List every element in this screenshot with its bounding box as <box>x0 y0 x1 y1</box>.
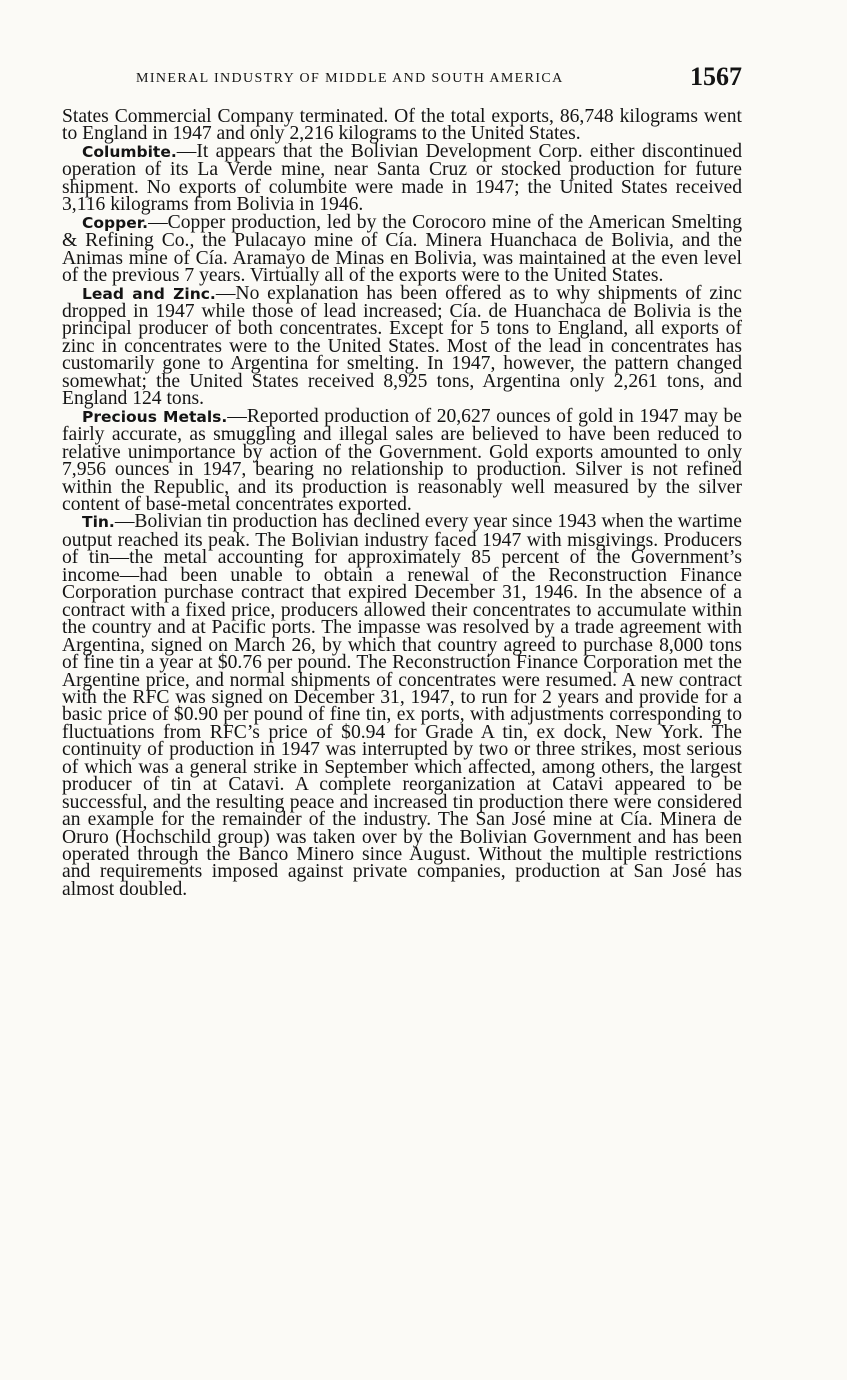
paragraph-lead-zinc <box>62 282 742 410</box>
page-number: 1567 <box>690 62 742 91</box>
paragraph-copper <box>62 211 742 287</box>
paragraph-text: —Copper production, led by the Corocoro mine of the American Smelting & Refining Co., the Pulacayo mine of Cía. Minera Huanchaca de Bolivia, and the Animas mine of Cía. Aramayo de Minas en Bolivia, was maintained at the even level of the previous 7 years. Virtually all of the exports were to the United States. <box>62 211 742 287</box>
paragraph-text: —It appears that the Bolivian Development Corp. either discontinued operation of its La Verde mine, near Santa Cruz or stocked production for future shipment. No exports of columbite were made in 1947; the United States received 3,116 kilograms from Bolivia in 1946. <box>62 140 742 216</box>
section-lead-precious-metals: Precious Metals. <box>82 407 228 426</box>
section-lead-copper: Copper. <box>82 213 149 232</box>
paragraph-intro <box>62 108 742 143</box>
paragraph-text: States Commercial Company terminated. Of the total exports, 86,748 kilograms went to England in 1947 and only 2,216 kilograms to the United States. <box>62 106 742 145</box>
paragraph-text: —No explanation has been offered as to why shipments of zinc dropped in 1947 while those of lead increased; Cía. de Huanchaca de Bolivia is the principal producer of both concentrates. Except for 5 tons to England, all exports of zinc in concentrates were to the United States. Most of the lead in concentrates has customarily gone to Argentina for smelting. In 1947, however, the pattern changed somewhat; the United States received 8,925 tons, Argentina only 2,261 tons, and England 124 tons. <box>62 282 742 410</box>
section-lead-columbite: Columbite. <box>82 142 177 161</box>
body-text <box>62 108 742 898</box>
paragraph-tin <box>62 513 742 898</box>
paragraph-text: —Bolivian tin production has declined every year since 1943 when the wartime output reached its peak. The Bolivian industry faced 1947 with misgivings. Producers of tin—the metal accounting for approximately 85 percent of the Government’s income—had been unable to obtain a renewal of the Reconstruction Finance Corporation purchase contract that expired December 31, 1946. In the absence of a contract with a fixed price, producers allowed their concentrates to accumulate within the country and at Pacific ports. The impasse was resolved by a trade agreement with Argentina, signed on March 26, by which that country agreed to purchase 8,000 tons of fine tin a year at $0.76 per pound. The Reconstruction Finance Corporation met the Argentine price, and normal shipments of concentrates were resumed. A new contract with the RFC was signed on December 31, 1947, to run for 2 years and provide for a basic price of $0.90 per pound of fine tin, ex ports, with adjustments corresponding to fluctuations from RFC’s price of $0.94 for Grade A tin, ex dock, New York. The continuity of production in 1947 was interrupted by two or three strikes, most serious of which was a general strike in September which affected, among others, the largest producer of tin at Catavi. A complete reorganization at Catavi appeared to be successful, and the resulting peace and increased tin production there were considered an example for the remainder of the industry. The San José mine at Cía. Minera de Oruro (Hochschild group) was taken over by the Bolivian Government and has been operated through the Banco Minero since August. Without the multiple restrictions and requirements imposed against private companies, production at San José has almost doubled. <box>62 511 742 900</box>
paragraph-columbite <box>62 140 742 216</box>
running-head: MINERAL INDUSTRY OF MIDDLE AND SOUTH AMERICA <box>136 71 564 86</box>
paragraph-precious-metals <box>62 405 742 515</box>
section-lead-tin: Tin. <box>82 513 115 532</box>
paragraph-text: —Reported production of 20,627 ounces of gold in 1947 may be fairly accurate, as smuggling and illegal sales are believed to have been reduced to relative unimportance by action of the Government. Gold exports amounted to only 7,956 ounces in 1947, bearing no relationship to production. Silver is not refined within the Republic, and its production is reasonably well measured by the silver content of base-metal concentrates exported. <box>62 405 742 515</box>
page-header <box>62 62 742 98</box>
section-lead-lead-zinc: Lead and Zinc. <box>82 284 216 303</box>
